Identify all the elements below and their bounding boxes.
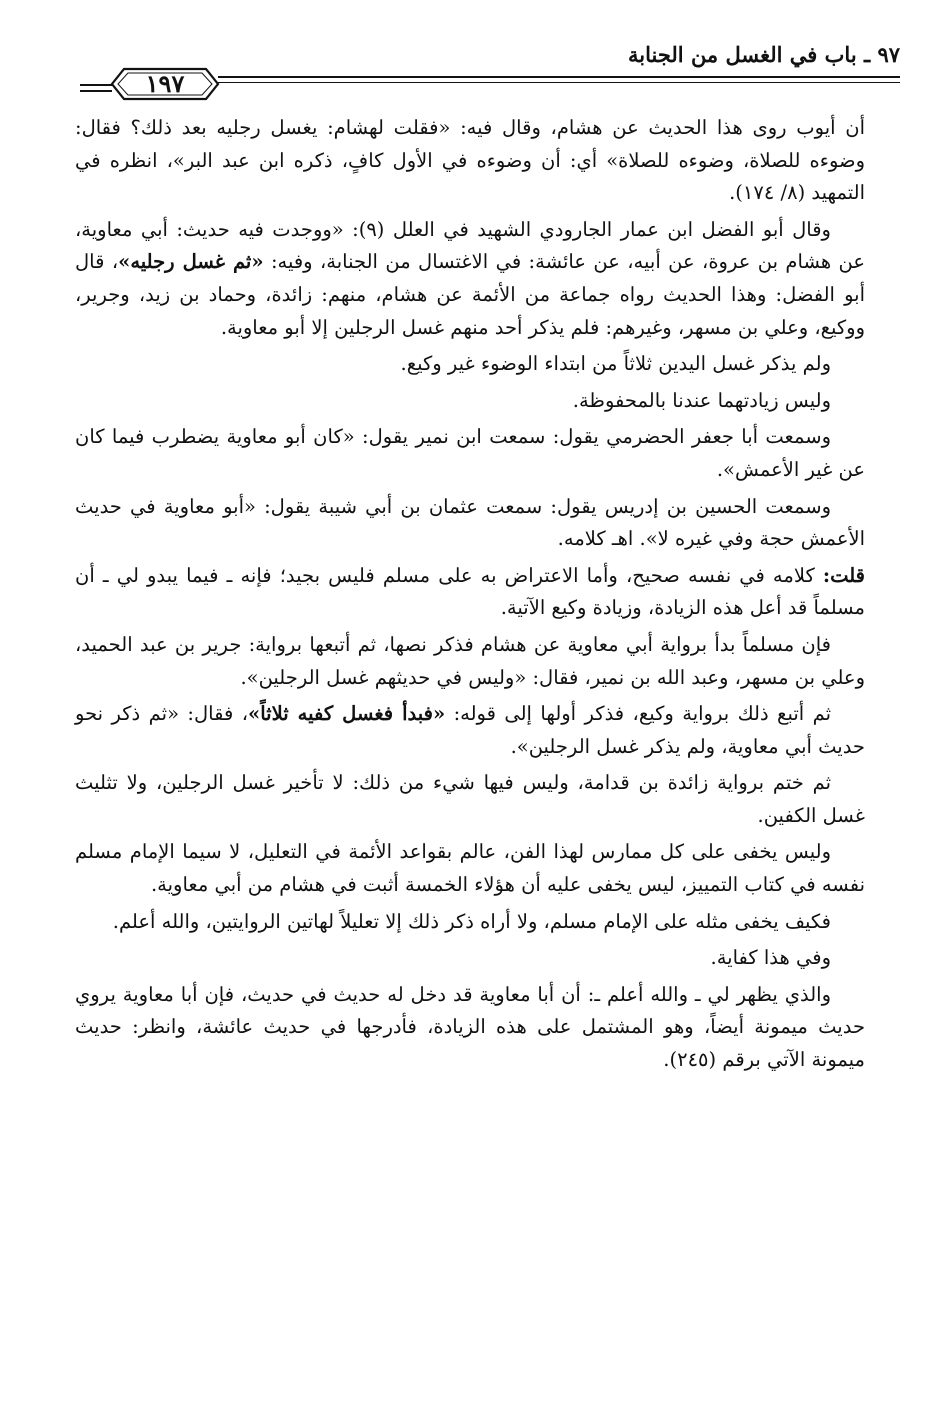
paragraph-p8 [75,629,865,694]
text-run: وليس زيادتهما عندنا بالمحفوظة. [572,388,831,412]
bold-run: قلت: [822,563,865,587]
page-number-badge [110,66,220,102]
paragraph-p13 [75,942,865,975]
chapter-title: ٩٧ ـ باب في الغسل من الجنابة [628,42,900,67]
paragraph-p6 [75,491,865,556]
text-run: وقال أبو الفضل ابن عمار الجارودي الشهيد في العلل (٩): «ووجدت فيه حديث: أبي معاوية، عن هشام بن عروة، عن أبيه، عن عائشة: في الاغتسال من الجنابة، وفيه: [75,217,866,274]
page-header [40,32,900,112]
text-run: وسمعت أبا جعفر الحضرمي يقول: سمعت ابن نمير يقول: «كان أبو معاوية يضطرب فيما كان عن غير الأعمش». [75,425,865,481]
text-run: ثم أتبع ذلك برواية وكيع، فذكر أولها إلى قوله: [445,702,832,726]
paragraph-p9 [75,698,865,763]
paragraph-p11 [75,836,865,901]
paragraph-p4 [75,385,865,418]
header-rule-top [218,76,900,78]
page-body [75,112,865,1077]
page-number: ١٩٧ [145,69,185,98]
bold-run: «ثم غسل رجليه» [118,250,264,274]
bold-run: «فبدأ فغسل كفيه ثلاثاً» [248,702,446,726]
text-run: ولم يذكر غسل اليدين ثلاثاً من ابتداء الوضوء غير وكيع. [400,352,831,376]
paragraph-p14 [75,979,865,1077]
text-run: ، قال أبو الفضل: وهذا الحديث رواه جماعة من الأئمة عن هشام، منهم: زائدة، وحماد بن زيد، وجرير، ووكيع، وعلي بن مسهر، وغيرهم: فلم يذكر أحد منهم غسل الرجلين إلا أبو معاوية. [75,250,865,339]
text-run: وسمعت الحسين بن إدريس يقول: سمعت عثمان بن أبي شيبة يقول: «أبو معاوية في حديث الأعمش حجة وفي غيره لا». اهـ كلامه. [75,494,865,551]
text-run: وليس يخفى على كل ممارس لهذا الفن، عالم بقواعد الأئمة في التعليل، لا سيما الإمام مسلم نفسه في كتاب التمييز، ليس يخفى عليه أن هؤلاء الخمسة أثبت في هشام من أبي معاوية. [75,840,865,897]
header-rule-bottom [218,82,900,83]
text-run: كلامه في نفسه صحيح، وأما الاعتراض به على مسلم فليس بجيد؛ فإنه ـ فيما يبدو لي ـ أن مسلماً قد أعل هذه الزيادة، وزيادة وكيع الآتية. [75,563,865,620]
text-run: أن أيوب روى هذا الحديث عن هشام، وقال فيه: «فقلت لهشام: يغسل رجليه بعد ذلك؟ فقال: وضوءه للصلاة، وضوءه للصلاة» أي: أن وضوءه في الأول كافٍ، ذكره ابن عبد البر»، انظره في التمهيد (٨/ ١٧٤). [75,116,865,205]
text-run: ثم ختم برواية زائدة بن قدامة، وليس فيها شيء من ذلك: لا تأخير غسل الرجلين، ولا تثليث غسل الكفين. [75,771,865,827]
paragraph-p10 [75,767,865,832]
paragraph-p3 [75,348,865,381]
header-rule-left-bottom [80,90,112,92]
text-run: فإن مسلماً بدأ برواية أبي معاوية عن هشام فذكر نصها، ثم أتبعها برواية: جرير بن عبد الحميد، وعلي بن مسهر، وعبد الله بن نمير، فقال: «وليس في حديثهم غسل الرجلين». [75,632,865,689]
text-run: والذي يظهر لي ـ والله أعلم ـ: أن أبا معاوية قد دخل له حديث في حديث، فإن أبا معاوية يروي حديث ميمونة أيضاً، وهو المشتمل على هذه الزيادة، فأدرجها في حديث عائشة، وانظر: حديث ميمونة الآتي برقم (٢٤٥). [75,982,865,1072]
paragraph-p7 [75,560,865,625]
text-run: وفي هذا كفاية. [710,946,831,970]
header-rule-left-top [80,84,112,86]
paragraph-p2 [75,214,865,344]
text-run: ، فقال: «ثم ذكر نحو حديث أبي معاوية، ولم يذكر غسل الرجلين». [75,702,865,758]
paragraph-p1 [75,112,865,210]
paragraph-p12 [75,906,865,939]
paragraph-p5 [75,421,865,486]
text-run: فكيف يخفى مثله على الإمام مسلم، ولا أراه ذكر ذلك إلا تعليلاً لهاتين الروايتين، والله أعلم. [112,909,831,933]
